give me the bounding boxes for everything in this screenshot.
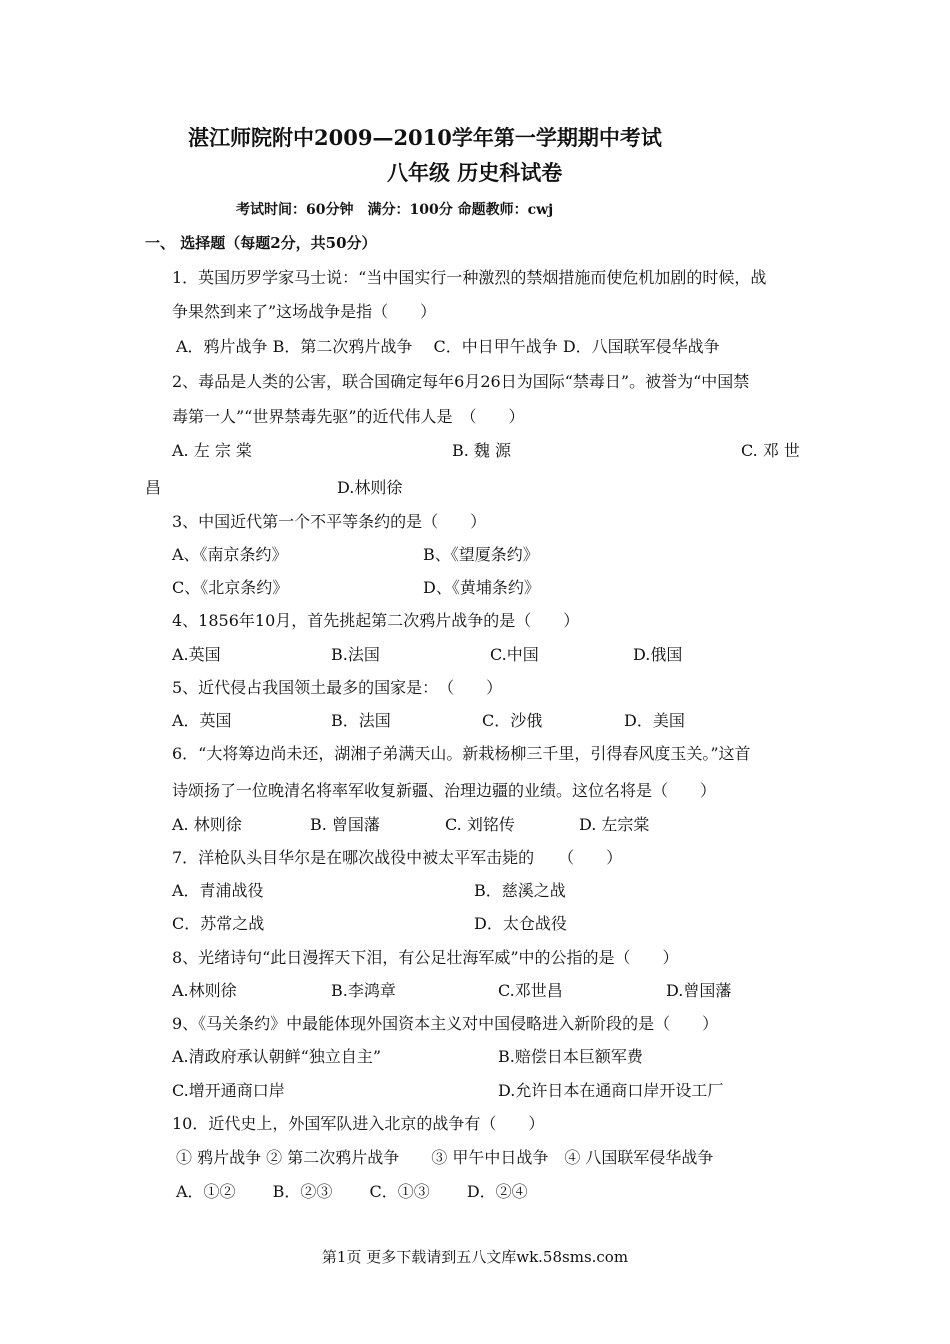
question-10-stem: 10．近代史上，外国军队进入北京的战争有（ ） bbox=[172, 1114, 545, 1133]
question-10-options: A．①② B．②③ C．①③ D．②④ bbox=[176, 1182, 528, 1201]
question-2-option-c-wrap: 昌 bbox=[145, 478, 162, 497]
question-7-option-a: A．青浦战役 bbox=[172, 881, 264, 900]
question-3-stem: 3、中国近代第一个不平等条约的是（ ） bbox=[172, 512, 487, 531]
question-8-option-b: B.李鸿章 bbox=[331, 981, 396, 1000]
question-6-option-a: A. 林则徐 bbox=[172, 815, 242, 834]
question-3-option-c: C、《北京条约》 bbox=[172, 578, 289, 597]
question-10-items: ① 鸦片战争 ② 第二次鸦片战争 ③ 甲午中日战争 ④ 八国联军侵华战争 bbox=[176, 1148, 714, 1167]
question-1-options: A．鸦片战争 B．第二次鸦片战争 C．中日甲午战争 D．八国联军侵华战争 bbox=[176, 337, 720, 356]
question-7-option-b: B．慈溪之战 bbox=[474, 881, 566, 900]
question-8-option-d: D.曾国藩 bbox=[666, 981, 732, 1000]
question-2-option-d: D.林则徐 bbox=[337, 478, 403, 497]
question-3-option-a: A、《南京条约》 bbox=[172, 545, 288, 564]
question-2-option-b: B. 魏 源 bbox=[452, 441, 512, 460]
question-4-stem: 4、1856年10月，首先挑起第二次鸦片战争的是（ ） bbox=[172, 611, 580, 630]
question-1-stem: 争果然到来了”这场战争是指（ ） bbox=[172, 302, 437, 321]
question-4-option-b: B.法国 bbox=[331, 645, 380, 664]
question-5-stem: 5、近代侵占我国领土最多的国家是： （ ） bbox=[172, 678, 503, 697]
question-7-option-c: C．苏常之战 bbox=[172, 914, 265, 933]
question-1-stem: 1．英国历罗学家马士说：“当中国实行一种激烈的禁烟措施而使危机加剧的时候，战 bbox=[172, 268, 767, 287]
exam-meta: 考试时间：60分钟 满分：100分 命题教师：cwj bbox=[236, 202, 554, 218]
exam-subtitle: 八年级 历史科试卷 bbox=[387, 160, 563, 185]
question-3-option-b: B、《望厦条约》 bbox=[423, 545, 539, 564]
question-4-option-a: A.英国 bbox=[172, 645, 221, 664]
question-5-option-a: A．英国 bbox=[172, 711, 232, 730]
question-5-option-b: B．法国 bbox=[331, 711, 391, 730]
question-8-option-a: A.林则徐 bbox=[172, 981, 237, 1000]
question-9-option-c: C.增开通商口岸 bbox=[172, 1081, 285, 1100]
question-9-option-b: B.赔偿日本巨额军费 bbox=[498, 1047, 643, 1066]
question-2-option-c: C. 邓 世 bbox=[741, 441, 800, 460]
question-8-option-c: C.邓世昌 bbox=[498, 981, 563, 1000]
question-7-option-d: D．太仓战役 bbox=[474, 914, 567, 933]
question-4-option-c: C.中国 bbox=[490, 645, 539, 664]
question-6-option-b: B. 曾国藩 bbox=[310, 815, 380, 834]
question-5-option-c: C．沙俄 bbox=[482, 711, 543, 730]
section-heading: 一、 选择题（每题2分，共50分） bbox=[145, 234, 377, 252]
question-6-option-c: C. 刘铭传 bbox=[445, 815, 515, 834]
question-2-stem: 毒第一人”“世界禁毒先驱”的近代伟人是 （ ） bbox=[172, 407, 525, 426]
page-footer: 第1页 更多下载请到五八文库wk.58sms.com bbox=[321, 1248, 629, 1266]
question-6-stem: 6．“大将筹边尚未还，湖湘子弟满天山。新栽杨柳三千里，引得春风度玉关。”这首 bbox=[172, 744, 751, 763]
question-3-option-d: D、《黄埔条约》 bbox=[423, 578, 540, 597]
exam-title: 湛江师院附中2009—2010学年第一学期期中考试 bbox=[188, 125, 662, 150]
question-4-option-d: D.俄国 bbox=[633, 645, 683, 664]
question-7-stem: 7．洋枪队头目华尔是在哪次战役中被太平军击毙的 （ ） bbox=[172, 848, 623, 867]
question-8-stem: 8、光绪诗句“此日漫挥天下泪，有公足壮海军威”中的公指的是（ ） bbox=[172, 948, 679, 967]
question-2-option-a: A. 左 宗 棠 bbox=[172, 441, 252, 460]
question-9-option-a: A.清政府承认朝鲜“独立自主” bbox=[172, 1047, 382, 1066]
question-9-option-d: D.允许日本在通商口岸开设工厂 bbox=[498, 1081, 724, 1100]
question-6-stem: 诗颂扬了一位晚清名将率军收复新疆、治理边疆的业绩。这位名将是（ ） bbox=[172, 781, 717, 800]
question-2-stem: 2、毒品是人类的公害，联合国确定每年6月26日为国际“禁毒日”。被誉为“中国禁 bbox=[172, 372, 750, 391]
question-9-stem: 9、《马关条约》中最能体现外国资本主义对中国侵略进入新阶段的是（ ） bbox=[172, 1014, 719, 1033]
question-5-option-d: D．美国 bbox=[624, 711, 685, 730]
question-6-option-d: D. 左宗棠 bbox=[579, 815, 650, 834]
